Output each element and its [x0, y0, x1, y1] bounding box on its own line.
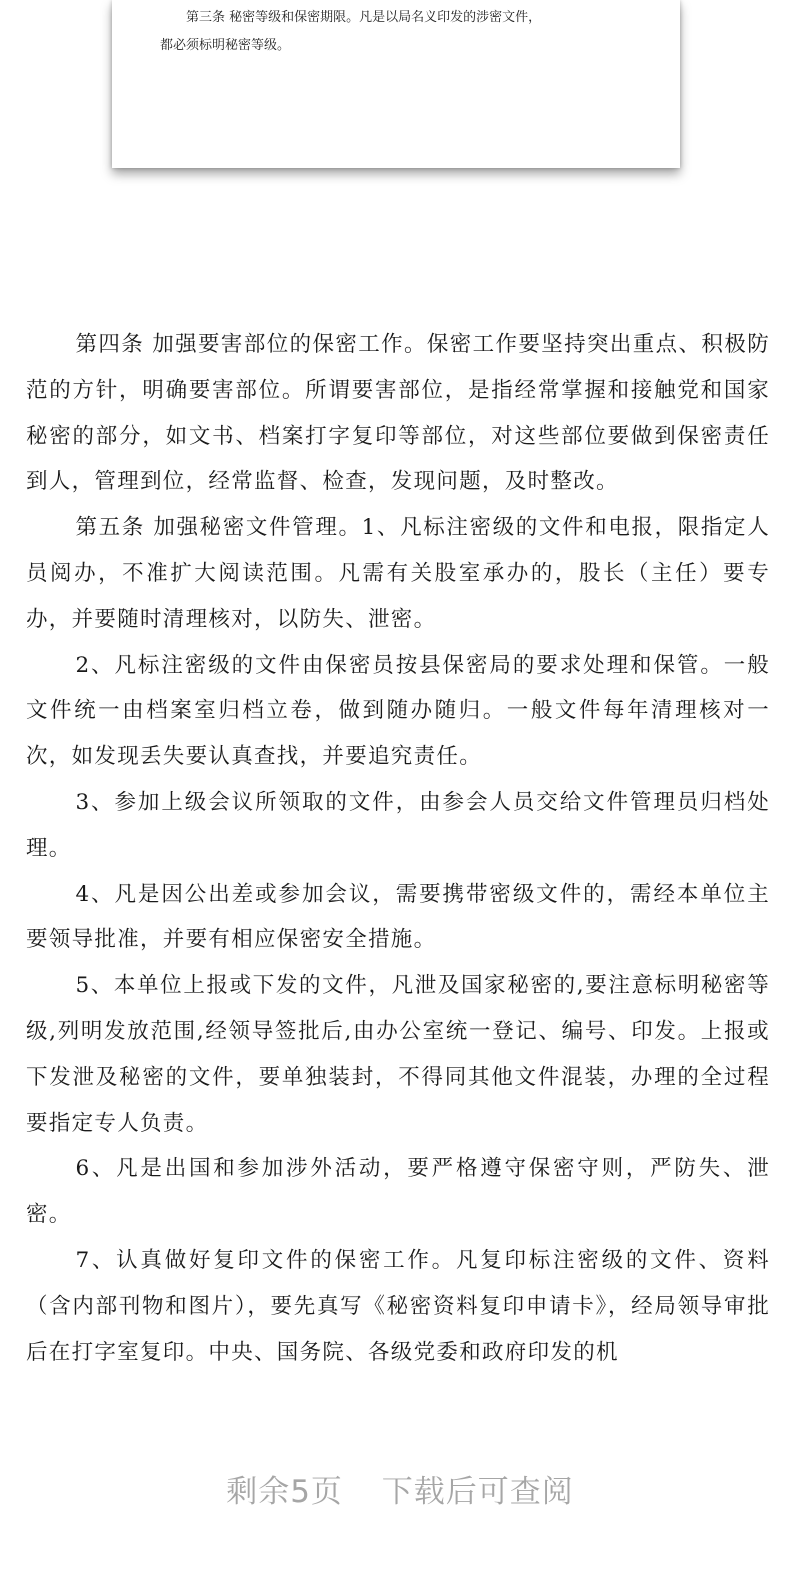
- article-4-paragraph: 第四条 加强要害部位的保密工作。保密工作要坚持突出重点、积极防范的方针，明确要害部位。所谓要害部位，是指经常掌握和接触党和国家秘密的部分，如文书、档案打字复印等部位，对这些部位要做到保密责任到人，管理到位，经常监督、检查，发现问题，及时整改。: [26, 332, 770, 495]
- remaining-pages-label: 剩余5页: [226, 1474, 343, 1510]
- item-6-paragraph: 6、凡是出国和参加涉外活动，要严格遵守保密守则，严防失、泄密。: [26, 1156, 770, 1228]
- preview-line-1: 第三条 秘密等级和保密期限。凡是以局名义印发的涉密文件，: [186, 10, 542, 25]
- preview-page-card: [112, 0, 680, 168]
- download-prompt[interactable]: [0, 1466, 800, 1511]
- article-5-paragraph: 第五条 加强秘密文件管理。1、凡标注密级的文件和电报，限指定人员阅办，不准扩大阅读范围。凡需有关股室承办的，股长（主任）要专办，并要随时清理核对，以防失、泄密。: [26, 515, 770, 632]
- item-7-paragraph: 7、认真做好复印文件的保密工作。凡复印标注密级的文件、资料（含内部刊物和图片），要先真写《秘密资料复印申请卡》，经局领导审批后在打字室复印。中央、国务院、各级党委和政府印发的机: [26, 1247, 770, 1365]
- item-5-paragraph: 5、本单位上报或下发的文件，凡泄及国家秘密的,要注意标明秘密等级,列明发放范围,经领导签批后,由办公室统一登记、编号、印发。上报或下发泄及秘密的文件，要单独装封，不得同其他文件混装，办理的全过程要指定专人负责。: [26, 973, 770, 1136]
- download-to-view-label: 下载后可查阅: [381, 1474, 574, 1510]
- item-2-paragraph: 2、凡标注密级的文件由保密员按县保密局的要求处理和保管。一般文件统一由档案室归档立卷，做到随办随归。一般文件每年清理核对一次，如发现丢失要认真查找，并要追究责任。: [26, 652, 770, 770]
- preview-line-2: 都必须标明秘密等级。: [160, 38, 291, 53]
- item-3-paragraph: 3、参加上级会议所领取的文件，由参会人员交给文件管理员归档处理。: [26, 789, 770, 861]
- document-body: [26, 322, 770, 1375]
- item-4-paragraph: 4、凡是因公出差或参加会议，需要携带密级文件的，需经本单位主要领导批准，并要有相应保密安全措施。: [26, 881, 770, 953]
- preview-text: [160, 4, 640, 60]
